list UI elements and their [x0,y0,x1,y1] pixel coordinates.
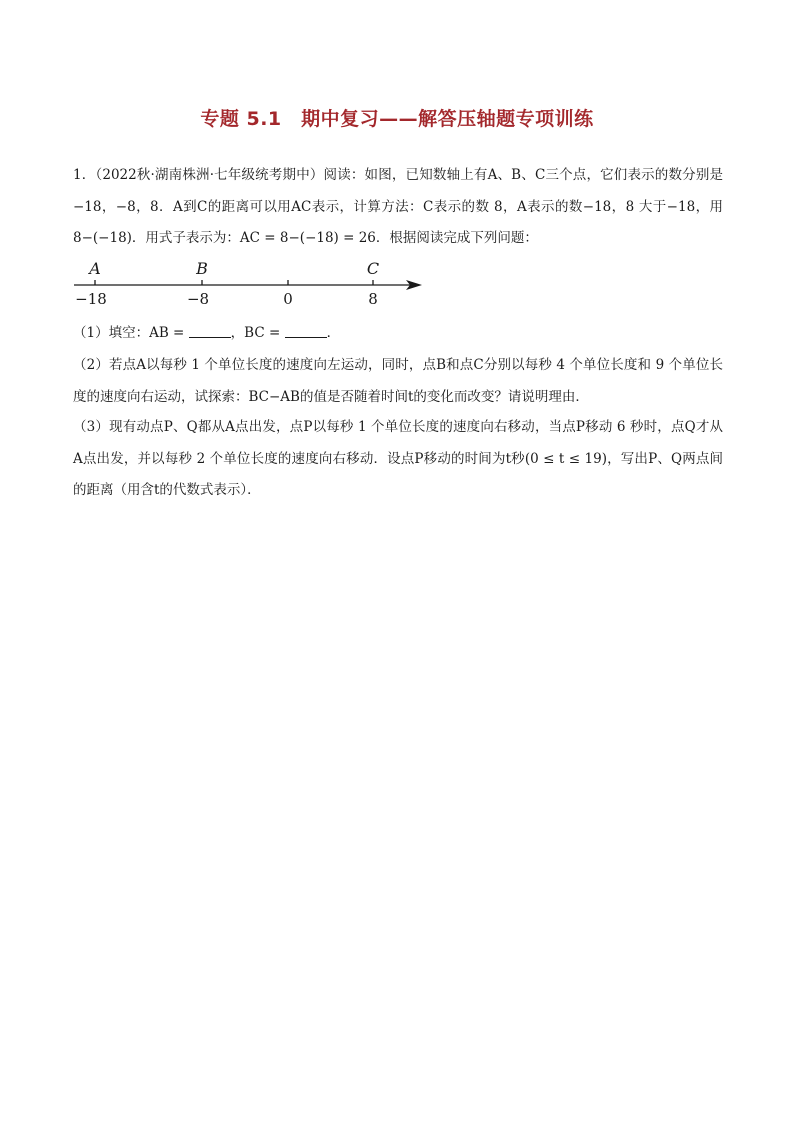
problem-intro: 1．（2022秋·湖南株洲·七年级统考期中）阅读：如图，已知数轴上有A、B、C三个点，它们表示的数分别是−18，−8，8．A到C的距离可以用AC表示，计算方法：C表示的数 8，A表示的数−18，8 大于−18，用8−(−18)．用式子表示为：AC = 8−(−18) = 26．根据阅读完成下列问题： [73,167,723,246]
tick-value-b: −8 [186,290,210,308]
question-1 [73,318,340,350]
tick-value-zero: 0 [283,290,293,308]
question-3: （3）现有动点P、Q都从A点出发，点P以每秒 1 个单位长度的速度向右移动，当点P移动 6 秒时，点Q才从A点出发，并以每秒 2 个单位长度的速度向右移动．设点P移动的时间为t秒(0 ≤ t ≤ 19)，写出P、Q两点间的距离（用含t的代数式表示）． [73,419,723,498]
q1-prefix: （1）填空：AB = [73,325,185,341]
tick-value-a: −18 [75,290,107,308]
point-label-c: C [366,259,380,278]
answer-blank-bc[interactable] [285,323,327,338]
number-line-figure [70,258,430,310]
q1-mid: ，BC = [230,325,281,341]
page-title: 专题 5.1 期中复习——解答压轴题专项训练 [200,108,594,130]
q1-end: ． [326,325,341,341]
tick-value-c: 8 [368,290,378,308]
point-label-b: B [196,259,208,278]
question-2: （2）若点A以每秒 1 个单位长度的速度向左运动，同时，点B和点C分别以每秒 4 个单位长度和 9 个单位长度的速度向右运动，试探索：BC−AB的值是否随着时间t的变化而改变？请说明理由． [73,357,723,405]
answer-blank-ab[interactable] [189,323,231,338]
point-label-a: A [89,259,101,278]
